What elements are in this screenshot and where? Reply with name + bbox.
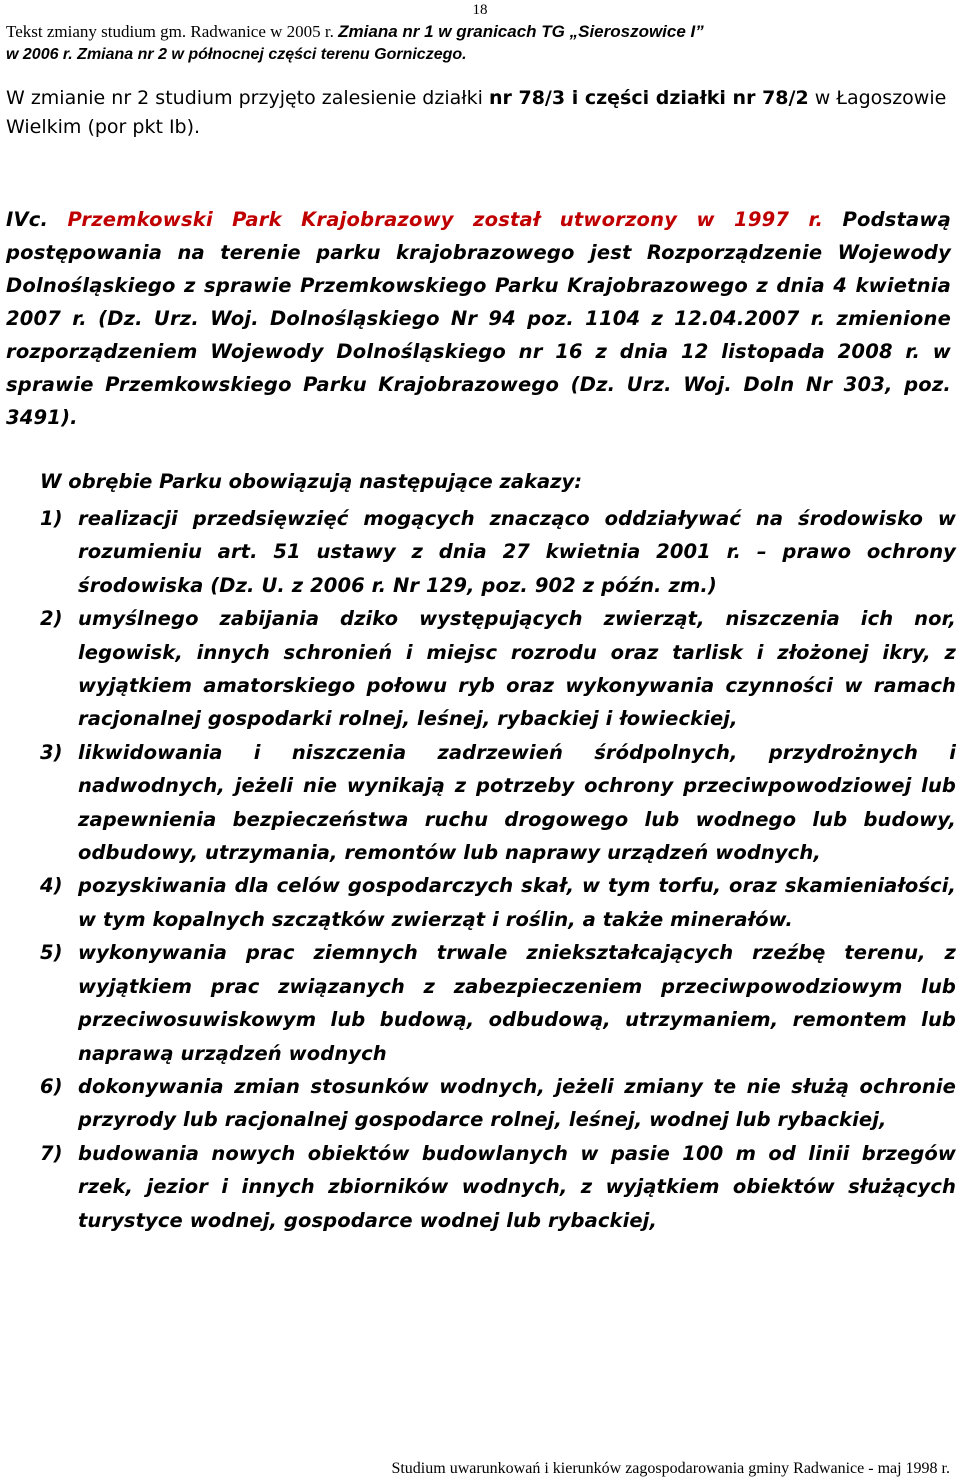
list-item [0, 502, 956, 602]
header-line-1 [6, 22, 704, 42]
page-number: 18 [472, 2, 488, 18]
intro-paragraph [6, 84, 951, 142]
item-number: 4) [40, 874, 63, 898]
item-text: budowania nowych obiektów budowlanych w pasie 100 m od linii brzegów rzek, jezior i innych zbiorników wodnych, z wyjątkiem obiektów służących turystyce wodnej, gospodarce wodnej lub rybackiej, [78, 1141, 956, 1232]
list-item [0, 869, 956, 936]
section-body: Podstawą postępowania na terenie parku krajobrazowego jest Rozporządzenie Wojewody Dolnośląskiego z sprawie Przemkowskiego Parku Krajobrazowego z dnia 4 kwietnia 2007 r. (Dz. Urz. Woj. Dolnośląskiego Nr 94 poz. 1104 z 12.04.2007 r. zmienione rozporządzeniem Wojewody Dolnośląskiego nr 16 z dnia 12 listopada 2008 r. w sprawie Przemkowskiego Parku Krajobrazowego (Dz. Urz. Woj. Doln Nr 303, poz. 3491). [6, 208, 951, 429]
item-number: 2) [40, 607, 63, 631]
header-plain: Tekst zmiany studium gm. Radwanice w 2005 r. [6, 22, 339, 41]
intro-text-2: w Łagoszowie Wielkim (por pkt Ib). [6, 87, 947, 138]
list-item [0, 936, 956, 1070]
page-footer: Studium uwarunkowań i kierunków zagospodarowania gminy Radwanice - maj 1998 r. [391, 1460, 950, 1477]
bans-list [0, 502, 956, 1237]
item-number: 1) [40, 507, 63, 530]
header-italic: Zmiana nr 1 w granicach TG „Sieroszowice I” [338, 22, 704, 41]
list-item [0, 1137, 956, 1237]
section-label: IVc. [6, 208, 49, 231]
intro-text-1: W zmianie nr 2 studium przyjęto zalesienie działki [6, 87, 489, 109]
item-number: 3) [40, 740, 63, 764]
item-text: umyślnego zabijania dziko występujących zwierząt, niszczenia ich nor, legowisk, innych schronień i miejsc rozrodu oraz tarlisk i złożonej ikry, z wyjątkiem amatorskiego połowu ryb oraz wykonywania czynności w ramach racjonalnej gospodarki rolnej, leśnej, rybackiej i łowieckiej, [78, 607, 956, 731]
section-title: Przemkowski Park Krajobrazowy został utworzony w 1997 r. [48, 208, 824, 231]
item-text: pozyskiwania dla celów gospodarczych skał, w tym torfu, oraz skamieniałości, w tym kopalnych szczątków zwierząt i roślin, a także minerałów. [78, 874, 956, 931]
item-number: 6) [40, 1074, 63, 1098]
section-ivc [6, 203, 951, 434]
list-item [0, 602, 956, 736]
item-number: 5) [40, 941, 63, 965]
header-line-2 [6, 46, 467, 64]
bans-intro: W obrębie Parku obowiązują następujące zakazy: [40, 470, 583, 493]
item-text: dokonywania zmian stosunków wodnych, jeżeli zmiany te nie służą ochronie przyrody lub racjonalnej gospodarce rolnej, leśnej, wodnej lub rybackiej, [78, 1074, 956, 1132]
header-year: w 2006 r. [6, 46, 78, 63]
item-text: wykonywania prac ziemnych trwale zniekształcających rzeźbę terenu, z wyjątkiem prac związanych z zabezpieczeniem przeciwpowodziowym lub przeciwosuwiskowym lub budową, odbudową, utrzymaniem, remontem lub naprawą urządzeń wodnych [78, 941, 956, 1065]
list-item [0, 736, 956, 870]
list-item [0, 1070, 956, 1137]
item-number: 7) [40, 1141, 63, 1165]
item-text: likwidowania i niszczenia zadrzewień śródpolnych, przydrożnych i nadwodnych, jeżeli nie wynikają z potrzeby ochrony przeciwpowodziowej lub zapewnienia bezpieczeństwa ruchu drogowego lub wodnego lub budowy, odbudowy, utrzymania, remontów lub naprawy urządzeń wodnych, [78, 740, 956, 865]
item-text: realizacji przedsięwzięć mogących znacząco oddziaływać na środowisko w rozumieniu art. 51 ustawy z dnia 27 kwietnia 2001 r. – prawo ochrony środowiska (Dz. U. z 2006 r. Nr 129, poz. 902 z późn. zm.) [78, 507, 956, 597]
intro-parcels: nr 78/3 i części działki nr 78/2 [488, 87, 809, 109]
header-change: Zmiana nr 2 w północnej części terenu Gorniczego. [77, 46, 467, 63]
